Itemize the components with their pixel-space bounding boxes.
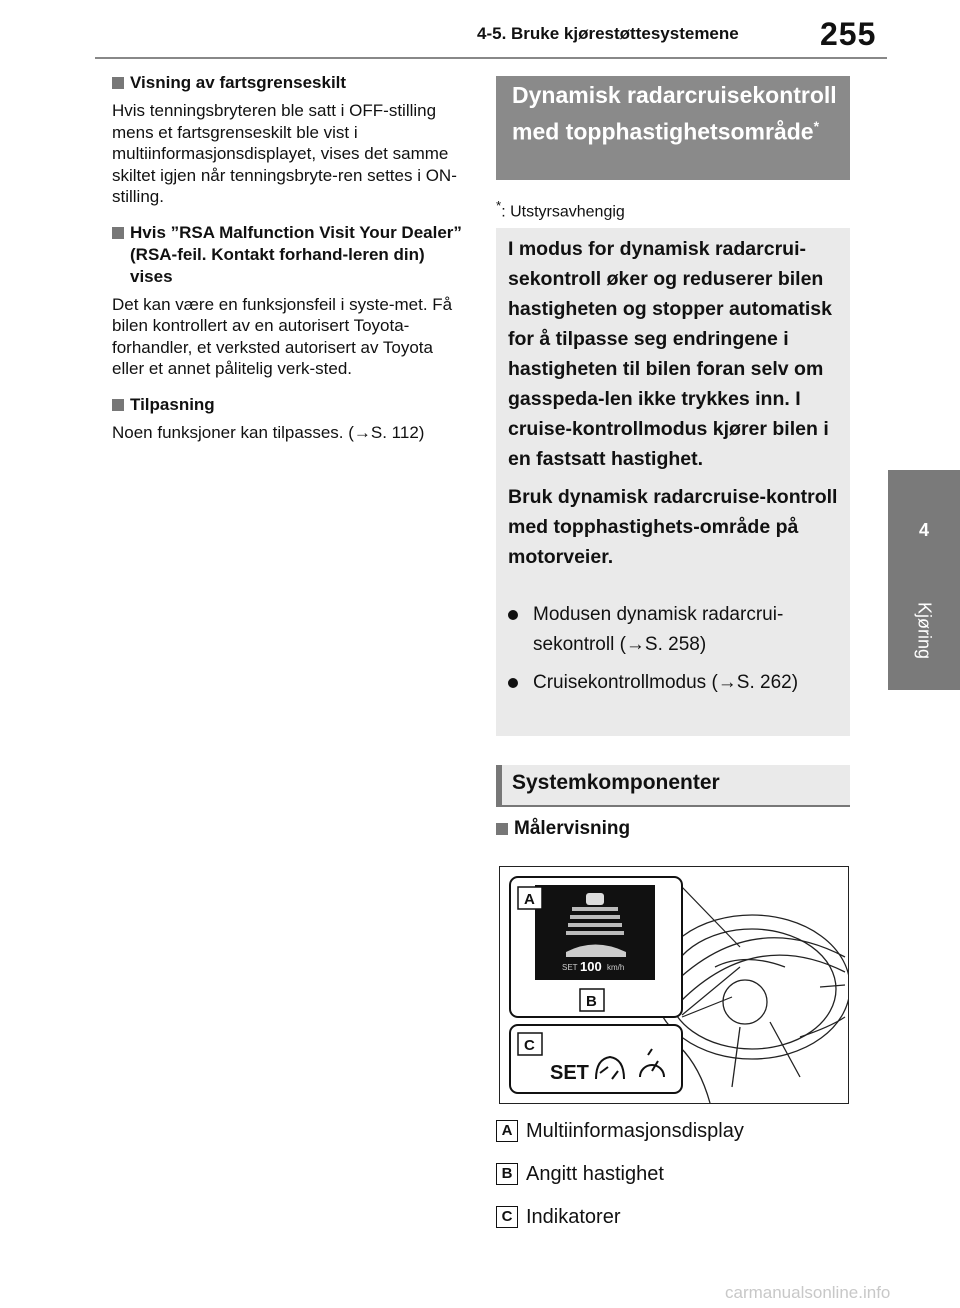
section-heading: Visning av fartsgrenseskilt xyxy=(112,72,464,94)
section-heading: Tilpasning xyxy=(112,394,464,416)
left-column xyxy=(112,72,464,457)
display-speed-text: 100 xyxy=(580,959,602,974)
square-bullet-icon xyxy=(112,227,124,239)
summary-box xyxy=(496,228,850,736)
section-heading: Hvis ”RSA Malfunction Visit Your Dealer” (RSA-feil. Kontakt forhand-leren din) vises xyxy=(112,222,464,288)
display-unit-text: km/h xyxy=(607,963,625,972)
legend-item: B Angitt hastighet xyxy=(496,1163,664,1186)
paragraph: Noen funksjoner kan tilpasses. (→S. 112) xyxy=(112,422,425,442)
section-title: 4-5. Bruke kjørestøttesystemene xyxy=(477,24,739,43)
summary-text: I modus for dynamisk radarcrui-sekontroll øker og reduserer bilen hastigheten og stopper automatisk for å tilpasse seg endringene i hastigheten til bilen foran selv om gasspeda-len ikke trykkes inn. I cruise-kontrollmodus kjører bilen i en fastsatt hastighet. Bruk dynamisk radarcruise-kontroll med topphastighets-område på motorveier. xyxy=(508,238,838,568)
legend-key: B xyxy=(496,1163,518,1185)
legend-item: C Indikatorer xyxy=(496,1206,621,1229)
square-bullet-icon xyxy=(112,399,124,411)
chapter-title-box xyxy=(496,76,850,180)
chapter-tab[interactable] xyxy=(888,470,960,690)
square-bullet-icon xyxy=(112,77,124,89)
legend-key: C xyxy=(496,1206,518,1228)
lead-vehicle-icon xyxy=(586,893,604,905)
square-bullet-icon xyxy=(496,823,508,835)
subsection-title-box xyxy=(496,765,850,807)
dashboard-drawing xyxy=(500,867,848,1103)
list-item[interactable]: Modusen dynamisk radarcrui-sekontroll (→S. 258) xyxy=(508,600,838,660)
chapter-number: 4 xyxy=(918,520,929,540)
meter-illustration xyxy=(499,866,849,1104)
bullet-icon xyxy=(508,610,518,620)
svg-text:C: C xyxy=(524,1037,535,1054)
display-set-text: SET xyxy=(562,963,578,972)
list-item[interactable]: Cruisekontrollmodus (→S. 262) xyxy=(508,668,838,698)
header-divider xyxy=(95,57,887,59)
svg-text:B: B xyxy=(586,993,597,1010)
chapter-label: Kjøring xyxy=(914,601,935,659)
subsection-title: Systemkomponenter xyxy=(512,771,720,794)
paragraph: Hvis tenningsbryteren ble satt i OFF-stilling mens et fartsgrenseskilt ble vist i multiinformasjonsdisplayet, vises det samme skiltet igjen når tenningsbryte-ren settes i ON-stilling. xyxy=(112,101,457,206)
section-heading: Målervisning xyxy=(496,818,630,840)
chapter-title: Dynamisk radarcruisekontroll med topphastighetsområde* xyxy=(512,82,837,145)
legend-key: A xyxy=(496,1120,518,1142)
legend-item: A Multiinformasjonsdisplay xyxy=(496,1120,744,1143)
watermark: carmanualsonline.info xyxy=(725,1283,891,1302)
steering-wheel-icon xyxy=(654,915,848,1103)
footnote: *: Utstyrsavhengig xyxy=(496,198,625,221)
bullet-icon xyxy=(508,678,518,688)
set-indicator-text: SET xyxy=(550,1062,589,1084)
svg-text:A: A xyxy=(524,891,535,908)
paragraph: Det kan være en funksjonsfeil i syste-met. Få bilen kontrollert av en autorisert Toyota-forhandler, et verksted autorisert av Toyota eller et annet pålitelig verk-sted. xyxy=(112,294,453,378)
page-number: 255 xyxy=(820,16,877,52)
